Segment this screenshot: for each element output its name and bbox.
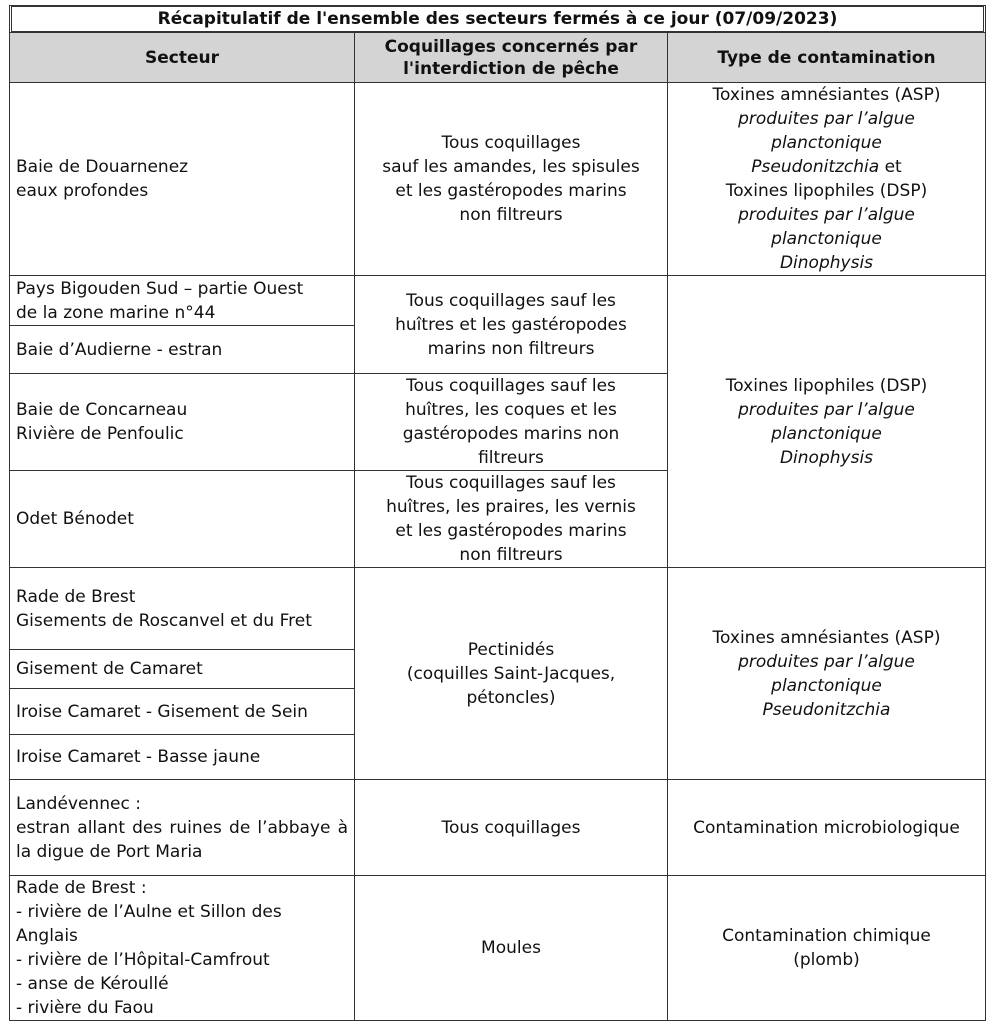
header-type-contamination: Type de contamination bbox=[668, 33, 986, 83]
shellfish-line: Tous coquillages sauf les bbox=[406, 290, 616, 311]
shellfish-line: et les gastéropodes marins bbox=[395, 181, 627, 201]
conjunction: et bbox=[879, 157, 902, 177]
sector-line: Rivière de Penfoulic bbox=[16, 424, 184, 444]
contamination-line: Dinophysis bbox=[779, 253, 874, 273]
sector-line: estran allant des ruines de l’abbaye à la digue de Port Maria bbox=[16, 817, 348, 862]
sector-line: - anse de Kéroullé bbox=[16, 974, 169, 994]
shellfish-line: non filtreurs bbox=[459, 545, 563, 565]
contamination-line: Pseudonitzchia bbox=[762, 699, 891, 720]
sector-audierne: Baie d’Audierne - estran bbox=[10, 326, 355, 374]
contamination-line: planctonique bbox=[771, 675, 882, 696]
contamination-douarnenez bbox=[668, 83, 986, 276]
sector-line: - rivière de l’Aulne et Sillon des Anglais bbox=[16, 902, 282, 946]
contamination-line: Contamination chimique bbox=[722, 926, 931, 946]
sector-landevennec bbox=[10, 780, 355, 876]
shellfish-line: gastéropodes marins non bbox=[402, 424, 620, 444]
shellfish-line: huîtres, les praires, les vernis bbox=[386, 497, 636, 517]
table-row bbox=[10, 83, 986, 276]
table-title-row bbox=[10, 6, 986, 33]
sector-iroise-sein: Iroise Camaret - Gisement de Sein bbox=[10, 689, 355, 735]
sector-line: - rivière du Faou bbox=[16, 998, 154, 1018]
contamination-line: planctonique bbox=[771, 133, 882, 153]
contamination-asp bbox=[668, 568, 986, 780]
shellfish-line: non filtreurs bbox=[459, 205, 563, 225]
sector-odet: Odet Bénodet bbox=[10, 471, 355, 568]
shellfish-concarneau bbox=[355, 374, 668, 471]
table-row bbox=[10, 276, 986, 326]
sector-line: - rivière de l’Hôpital-Camfrout bbox=[16, 950, 270, 970]
shellfish-line: et les gastéropodes marins bbox=[395, 521, 627, 541]
contamination-line: produites par l’algue bbox=[738, 109, 915, 129]
sector-rade-roscanvel bbox=[10, 568, 355, 650]
shellfish-line: huîtres, les coques et les bbox=[405, 400, 617, 420]
shellfish-line: Pectinidés bbox=[467, 639, 555, 660]
contamination-line: produites par l’algue bbox=[738, 205, 915, 225]
contamination-microbiologique: Contamination microbiologique bbox=[668, 780, 986, 876]
table-title-cell bbox=[10, 6, 986, 33]
shellfish-line: pétoncles) bbox=[466, 687, 556, 708]
species-name: Pseudonitzchia bbox=[751, 157, 880, 177]
contamination-line: planctonique bbox=[771, 423, 882, 444]
header-coquillages: Coquillages concernés par l'interdiction de pêche bbox=[355, 33, 668, 83]
shellfish-line: Tous coquillages sauf les bbox=[406, 376, 616, 396]
contamination-line bbox=[674, 155, 979, 179]
contamination-line: Toxines lipophiles (DSP) bbox=[725, 375, 928, 396]
contamination-line: (plomb) bbox=[793, 950, 860, 970]
sector-bigouden bbox=[10, 276, 355, 326]
sector-line: Rade de Brest bbox=[16, 586, 136, 607]
table-row bbox=[10, 876, 986, 1021]
contamination-line: Toxines amnésiantes (ASP) bbox=[712, 627, 941, 648]
shellfish-landevennec: Tous coquillages bbox=[355, 780, 668, 876]
sector-concarneau bbox=[10, 374, 355, 471]
shellfish-pectinides bbox=[355, 568, 668, 780]
sector-iroise-basse-jaune: Iroise Camaret - Basse jaune bbox=[10, 735, 355, 780]
sector-line: Landévennec : bbox=[16, 793, 141, 814]
contamination-line: produites par l’algue bbox=[738, 651, 915, 672]
sector-line: de la zone marine n°44 bbox=[16, 302, 216, 323]
shellfish-moules: Moules bbox=[355, 876, 668, 1021]
sector-line: eaux profondes bbox=[16, 181, 149, 201]
shellfish-douarnenez bbox=[355, 83, 668, 276]
sector-camaret: Gisement de Camaret bbox=[10, 650, 355, 689]
sector-douarnenez bbox=[10, 83, 355, 276]
table-header-row bbox=[10, 33, 986, 83]
contamination-dsp bbox=[668, 276, 986, 568]
table-row bbox=[10, 780, 986, 876]
sector-line: Rade de Brest : bbox=[16, 878, 147, 898]
sector-line: Pays Bigouden Sud – partie Ouest bbox=[16, 278, 304, 299]
shellfish-bigouden-audierne bbox=[355, 276, 668, 374]
shellfish-line: filtreurs bbox=[478, 448, 544, 468]
contamination-line: Dinophysis bbox=[779, 447, 874, 468]
shellfish-line: (coquilles Saint-Jacques, bbox=[406, 663, 616, 684]
table-row bbox=[10, 568, 986, 650]
table-title: Récapitulatif de l'ensemble des secteurs fermés à ce jour (07/09/2023) bbox=[11, 6, 984, 32]
shellfish-line: Tous coquillages bbox=[441, 133, 581, 153]
contamination-chimique bbox=[668, 876, 986, 1021]
closed-sectors-table bbox=[9, 5, 986, 1021]
shellfish-line: Tous coquillages sauf les bbox=[406, 473, 616, 493]
sector-rade-brest bbox=[10, 876, 355, 1021]
header-secteur: Secteur bbox=[10, 33, 355, 83]
contamination-line: planctonique bbox=[771, 229, 882, 249]
shellfish-line: sauf les amandes, les spisules bbox=[382, 157, 640, 177]
shellfish-line: marins non filtreurs bbox=[427, 338, 595, 359]
sector-line: Gisements de Roscanvel et du Fret bbox=[16, 610, 312, 631]
contamination-line: produites par l’algue bbox=[738, 399, 915, 420]
shellfish-odet bbox=[355, 471, 668, 568]
shellfish-line: huîtres et les gastéropodes bbox=[395, 314, 627, 335]
sector-line: Baie de Concarneau bbox=[16, 400, 188, 420]
contamination-line: Toxines amnésiantes (ASP) bbox=[712, 85, 941, 105]
contamination-line: Toxines lipophiles (DSP) bbox=[725, 181, 928, 201]
sector-line: Baie de Douarnenez bbox=[16, 157, 189, 177]
